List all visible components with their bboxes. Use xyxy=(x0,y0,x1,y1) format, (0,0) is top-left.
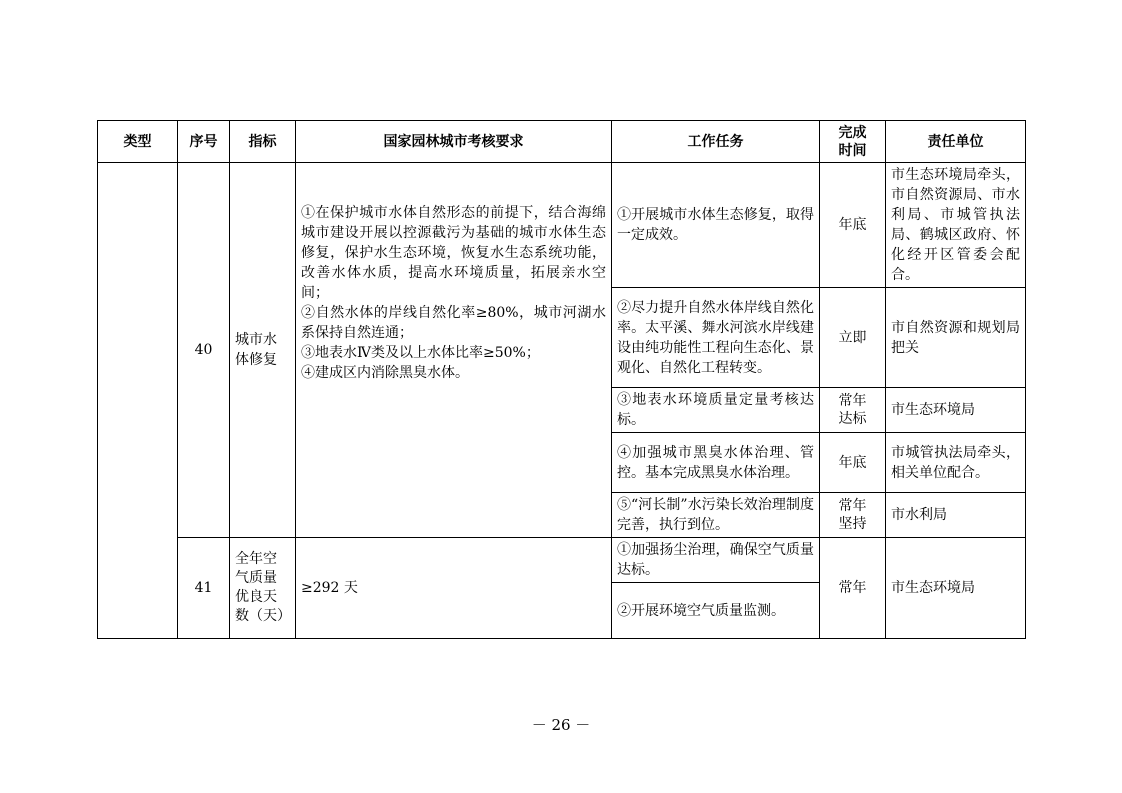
time-cell: 立即 xyxy=(820,288,886,388)
unit-cell: 市水利局 xyxy=(886,493,1026,538)
task-cell: ①开展城市水体生态修复，取得一定成效。 xyxy=(612,163,820,288)
task-cell: ③地表水环境质量定量考核达标。 xyxy=(612,388,820,433)
header-indicator: 指标 xyxy=(230,121,296,163)
task-cell: ②尽力提升自然水体岸线自然化率。太平溪、舞水河滨水岸线建设由纯功能性工程向生态化、景观化、自然化工程转变。 xyxy=(612,288,820,388)
time-cell: 常年 达标 xyxy=(820,388,886,433)
time-cell: 常年 xyxy=(820,538,886,639)
unit-cell: 市生态环境局 xyxy=(886,538,1026,639)
seq-cell: 41 xyxy=(178,538,230,639)
header-seq: 序号 xyxy=(178,121,230,163)
task-cell: ①加强扬尘治理，确保空气质量达标。 xyxy=(612,538,820,583)
indicator-cell: 城市水 体修复 xyxy=(230,163,296,538)
table-row xyxy=(98,538,1026,583)
page-number: － 26 － xyxy=(531,716,591,734)
unit-cell: 市生态环境局 xyxy=(886,388,1026,433)
header-requirement: 国家园林城市考核要求 xyxy=(296,121,612,163)
assessment-table xyxy=(97,120,1026,639)
unit-cell: 市城管执法局牵头，相关单位配合。 xyxy=(886,433,1026,493)
seq-cell: 40 xyxy=(178,163,230,538)
unit-cell: 市生态环境局牵头，市自然资源局、市水利局、市城管执法局、鹤城区政府、怀化经开区管委会配合。 xyxy=(886,163,1026,288)
task-cell: ⑤“河长制”水污染长效治理制度完善，执行到位。 xyxy=(612,493,820,538)
indicator-cell: 全年空 气质量 优良天 数（天） xyxy=(230,538,296,639)
requirement-cell: ①在保护城市水体自然形态的前提下，结合海绵城市建设开展以控源截污为基础的城市水体生态修复，保护水生态环境，恢复水生态系统功能，改善水体水质，提高水环境质量，拓展亲水空间； ②自然水体的岸线自然化率≥80%，城市河湖水系保持自然连通； ③地表水Ⅳ类及以上水体比率≥50%； ④建成区内消除黑臭水体。 xyxy=(296,163,612,538)
header-row xyxy=(98,121,1026,163)
header-time: 完成 时间 xyxy=(820,121,886,163)
task-cell: ②开展环境空气质量监测。 xyxy=(612,583,820,639)
time-cell: 年底 xyxy=(820,433,886,493)
header-task: 工作任务 xyxy=(612,121,820,163)
task-cell: ④加强城市黑臭水体治理、管控。基本完成黑臭水体治理。 xyxy=(612,433,820,493)
table-row xyxy=(98,163,1026,288)
requirement-cell: ≥292 天 xyxy=(296,538,612,639)
unit-cell: 市自然资源和规划局把关 xyxy=(886,288,1026,388)
header-unit: 责任单位 xyxy=(886,121,1026,163)
header-type: 类型 xyxy=(98,121,178,163)
time-cell: 常年 坚持 xyxy=(820,493,886,538)
type-cell xyxy=(98,163,178,639)
time-cell: 年底 xyxy=(820,163,886,288)
